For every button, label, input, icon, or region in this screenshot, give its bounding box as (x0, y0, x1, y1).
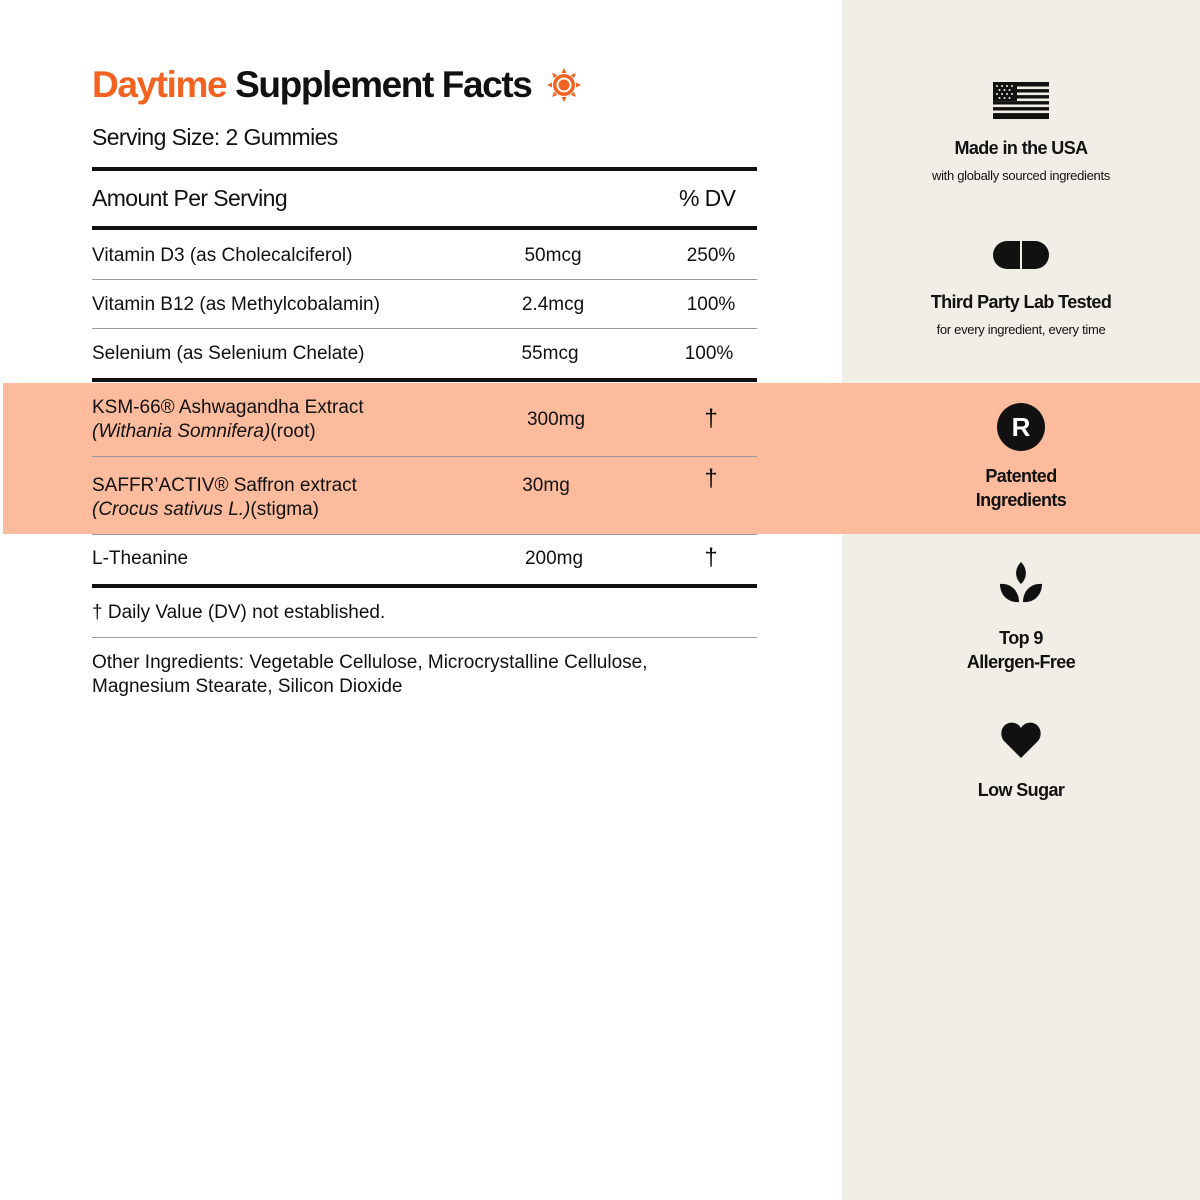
registered-icon (996, 402, 1046, 452)
nutrient-name: Vitamin B12 (as Methylcobalamin) (92, 294, 380, 315)
badge-patented-ingredients (842, 464, 1200, 512)
row-divider (92, 456, 757, 457)
badge-allergen-free (842, 626, 1200, 674)
other-ingredients-line2: Magnesium Stearate, Silicon Dioxide (92, 676, 403, 697)
serving-size: Serving Size: 2 Gummies (92, 124, 338, 150)
capsule-icon (993, 241, 1049, 269)
registered-letter: R (1011, 412, 1031, 442)
dagger-mark: † (704, 405, 718, 432)
table-top-rule (92, 167, 757, 171)
ingredient-amount: 300mg (526, 409, 586, 430)
badge-lab-tested (842, 290, 1200, 337)
nutrient-dv: 100% (686, 294, 736, 315)
dv-header: % DV (679, 185, 736, 211)
ingredient-name: L-Theanine (92, 548, 189, 569)
nutrient-dv: 250% (686, 245, 736, 266)
nutrient-amount: 55mcg (521, 343, 579, 364)
badge-title: Third Party Lab Tested (930, 292, 1112, 312)
dv-footnote: † Daily Value (DV) not established. (92, 602, 386, 623)
heart-icon (1001, 722, 1041, 758)
row-divider (92, 279, 757, 280)
nutrient-name: Selenium (as Selenium Chelate) (92, 343, 365, 364)
dagger-mark: † (704, 465, 718, 492)
ingredient-amount: 30mg (522, 475, 570, 496)
ingredient-amount: 200mg (524, 548, 584, 569)
latin-name: (Withania Somnifera) (92, 421, 271, 442)
title-main: Supplement Facts (235, 64, 532, 105)
sun-icon (547, 68, 581, 102)
badge-low-sugar (842, 778, 1200, 802)
plant-part: (root) (270, 421, 316, 442)
ingredient-name: KSM-66® Ashwagandha Extract (92, 397, 364, 418)
row-divider (92, 328, 757, 329)
nutrient-name: Vitamin D3 (as Cholecalciferol) (92, 245, 353, 266)
ingredient-source (92, 421, 316, 443)
badge-title-line1: Top 9 (999, 628, 1043, 648)
badge-title: Low Sugar (977, 780, 1065, 800)
leaf-icon (999, 562, 1043, 604)
latin-name: (Crocus sativus L.) (92, 499, 251, 520)
nutrient-amount: 2.4mcg (521, 294, 585, 315)
ingredient-source (92, 499, 319, 521)
nutrient-dv: 100% (684, 343, 734, 364)
title-accent: Daytime (92, 64, 227, 105)
badge-title: Made in the USA (954, 138, 1088, 158)
footnote-divider (92, 637, 757, 638)
header-rule (92, 226, 757, 230)
badge-title-line2: Allergen-Free (966, 652, 1076, 672)
badge-title-line2: Ingredients (975, 490, 1067, 510)
dagger-mark: † (704, 544, 718, 571)
row-divider (92, 534, 757, 535)
other-ingredients-line1: Other Ingredients: Vegetable Cellulose, Microcrystalline Cellulose, (92, 652, 648, 673)
badge-subtitle: with globally sourced ingredients (932, 168, 1110, 183)
bottom-rule (92, 584, 757, 588)
page-title (92, 62, 581, 108)
badge-made-in-usa (842, 136, 1200, 183)
nutrient-amount: 50mcg (524, 245, 582, 266)
plant-part: (stigma) (250, 499, 319, 520)
ingredient-name: SAFFR’ACTIV® Saffron extract (92, 475, 357, 496)
section-rule (92, 378, 757, 382)
badge-subtitle: for every ingredient, every time (936, 322, 1106, 337)
amount-per-serving-header: Amount Per Serving (92, 185, 288, 211)
usa-flag-icon (993, 82, 1049, 119)
badge-title-line1: Patented (985, 466, 1057, 486)
